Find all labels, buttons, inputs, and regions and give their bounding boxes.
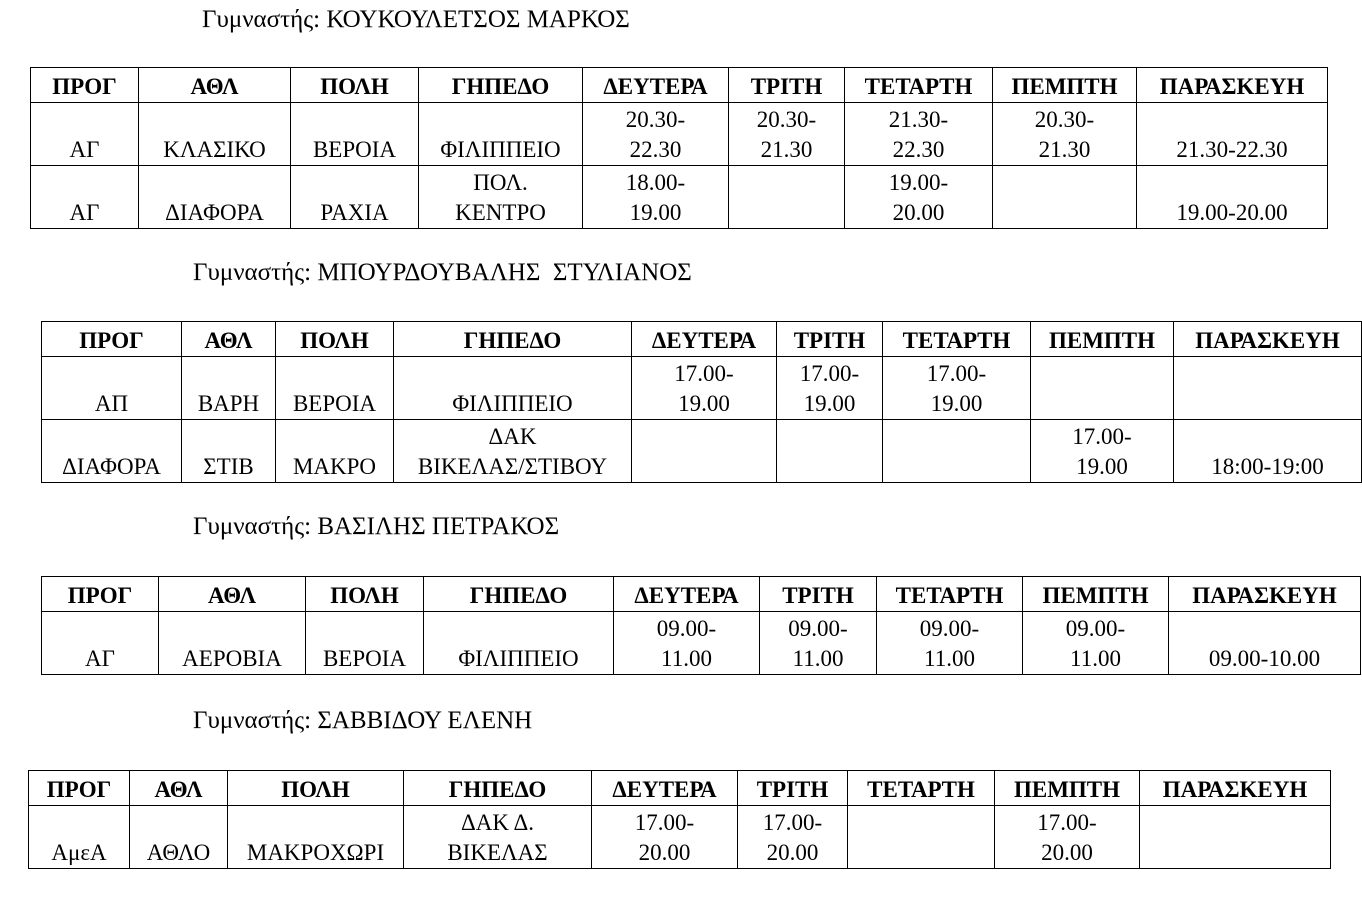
column-header-wednesday: ΤΕΤΑΡΤΗ	[845, 68, 993, 103]
cell-prog	[42, 420, 182, 483]
cell-text: ΚΛΑΣΙΚΟ	[163, 137, 266, 162]
cell-city	[276, 357, 394, 420]
cell-text: 20.30- 21.30	[756, 107, 817, 162]
column-header-friday: ΠΑΡΑΣΚΕΥΗ	[1140, 771, 1331, 806]
table-row	[42, 612, 1361, 675]
cell-venue	[394, 357, 632, 420]
cell-text: 17.00- 20.00	[762, 810, 823, 865]
schedule-table-3	[41, 576, 1361, 675]
cell-friday	[1174, 420, 1362, 483]
trainer-heading-4: Γυμναστής: ΣΑΒΒΙΔΟΥ ΕΛΕΝΗ	[193, 707, 533, 734]
cell-text: ΜΑΚΡΟΧΩΡΙ	[246, 840, 385, 865]
column-header-venue: ΓΗΠΕΔΟ	[424, 577, 614, 612]
cell-prog	[42, 357, 182, 420]
column-header-athl: ΑΘΛ	[159, 577, 306, 612]
cell-wednesday	[877, 612, 1023, 675]
cell-thursday	[1023, 612, 1169, 675]
cell-city	[291, 103, 419, 166]
column-header-prog: ΠΡΟΓ	[31, 68, 139, 103]
column-header-friday: ΠΑΡΑΣΚΕΥΗ	[1137, 68, 1328, 103]
cell-monday	[592, 806, 738, 869]
cell-text: 17.00- 19.00	[926, 361, 987, 416]
cell-city	[228, 806, 404, 869]
column-header-tuesday: ΤΡΙΤΗ	[777, 322, 883, 357]
cell-athl	[159, 612, 306, 675]
cell-text: ΑΠ	[94, 391, 129, 416]
column-header-monday: ΔΕΥΤΕΡΑ	[583, 68, 729, 103]
header-row	[42, 577, 1361, 612]
cell-text: ΔΑΚ ΒΙΚΕΛΑΣ/ΣΤΙΒΟΥ	[417, 424, 608, 479]
cell-text: 19.00- 20.00	[888, 170, 949, 225]
cell-text: ΜΑΚΡΟ	[292, 454, 377, 479]
cell-thursday	[995, 806, 1140, 869]
cell-text: 17.00- 20.00	[634, 810, 695, 865]
cell-monday	[583, 103, 729, 166]
cell-text: 17.00- 19.00	[674, 361, 734, 416]
cell-wednesday	[848, 806, 995, 869]
cell-athl	[130, 806, 228, 869]
cell-text: ΒΕΡΟΙΑ	[312, 137, 397, 162]
cell-text: ΑμεΑ	[51, 840, 107, 865]
cell-text: ΑΓ	[85, 646, 115, 671]
table-row	[42, 357, 1362, 420]
cell-text: 21.30-22.30	[1176, 137, 1288, 162]
table-row	[31, 103, 1328, 166]
cell-text: 17.00- 20.00	[1037, 810, 1097, 865]
cell-tuesday	[760, 612, 877, 675]
column-header-tuesday: ΤΡΙΤΗ	[729, 68, 845, 103]
table-row	[31, 166, 1328, 229]
cell-prog	[42, 612, 159, 675]
column-header-wednesday: ΤΕΤΑΡΤΗ	[848, 771, 995, 806]
column-header-prog: ΠΡΟΓ	[29, 771, 130, 806]
cell-venue	[404, 806, 592, 869]
cell-text: ΑΓ	[69, 200, 100, 225]
cell-monday	[614, 612, 760, 675]
column-header-thursday: ΠΕΜΠΤΗ	[1023, 577, 1169, 612]
column-header-venue: ΓΗΠΕΔΟ	[419, 68, 583, 103]
schedule-table-1	[30, 67, 1328, 229]
cell-text: 20.30- 22.30	[625, 107, 686, 162]
cell-tuesday	[729, 103, 845, 166]
cell-text: 09.00-10.00	[1208, 646, 1321, 671]
cell-athl	[139, 166, 291, 229]
cell-text: ΔΑΚ Δ. ΒΙΚΕΛΑΣ	[447, 810, 548, 865]
cell-monday	[632, 420, 777, 483]
cell-venue	[419, 166, 583, 229]
cell-text: 09.00- 11.00	[656, 616, 717, 671]
cell-athl	[139, 103, 291, 166]
cell-monday	[583, 166, 729, 229]
cell-thursday	[1031, 420, 1174, 483]
header-row	[29, 771, 1331, 806]
cell-text: ΑΘΛΟ	[146, 840, 211, 865]
cell-text: 21.30- 22.30	[888, 107, 949, 162]
cell-thursday	[1031, 357, 1174, 420]
column-header-monday: ΔΕΥΤΕΡΑ	[614, 577, 760, 612]
cell-text: ΣΤΙΒ	[203, 454, 254, 479]
column-header-monday: ΔΕΥΤΕΡΑ	[632, 322, 777, 357]
cell-tuesday	[729, 166, 845, 229]
cell-text: ΠΟΛ. ΚΕΝΤΡΟ	[455, 170, 546, 225]
cell-thursday	[993, 103, 1137, 166]
cell-monday	[632, 357, 777, 420]
cell-wednesday	[883, 420, 1031, 483]
cell-text: ΒΑΡΗ	[197, 391, 260, 416]
cell-text: 20.30- 21.30	[1034, 107, 1095, 162]
schedule-table-2	[41, 321, 1362, 483]
cell-tuesday	[777, 420, 883, 483]
cell-wednesday	[883, 357, 1031, 420]
cell-venue	[424, 612, 614, 675]
cell-text: 09.00- 11.00	[788, 616, 848, 671]
cell-text: 09.00- 11.00	[1065, 616, 1126, 671]
column-header-tuesday: ΤΡΙΤΗ	[760, 577, 877, 612]
cell-tuesday	[738, 806, 848, 869]
cell-wednesday	[845, 166, 993, 229]
cell-city	[291, 166, 419, 229]
cell-athl	[182, 420, 276, 483]
column-header-tuesday: ΤΡΙΤΗ	[738, 771, 848, 806]
cell-venue	[419, 103, 583, 166]
column-header-thursday: ΠΕΜΠΤΗ	[995, 771, 1140, 806]
cell-text: ΒΕΡΟΙΑ	[322, 646, 407, 671]
cell-prog	[31, 103, 139, 166]
column-header-athl: ΑΘΛ	[182, 322, 276, 357]
cell-text: ΡΑΧΙΑ	[320, 200, 389, 225]
column-header-prog: ΠΡΟΓ	[42, 577, 159, 612]
cell-thursday	[993, 166, 1137, 229]
cell-text: ΒΕΡΟΙΑ	[292, 391, 377, 416]
cell-friday	[1137, 166, 1328, 229]
cell-athl	[182, 357, 276, 420]
cell-text: ΦΙΛΙΠΠΕΙΟ	[458, 646, 579, 671]
cell-text: ΑΓ	[69, 137, 100, 162]
column-header-monday: ΔΕΥΤΕΡΑ	[592, 771, 738, 806]
cell-text: ΑΕΡΟΒΙΑ	[182, 646, 282, 671]
cell-prog	[31, 166, 139, 229]
cell-friday	[1137, 103, 1328, 166]
cell-text: ΔΙΑΦΟΡΑ	[62, 454, 161, 479]
cell-venue	[394, 420, 632, 483]
cell-text: ΔΙΑΦΟΡΑ	[165, 200, 264, 225]
column-header-wednesday: ΤΕΤΑΡΤΗ	[877, 577, 1023, 612]
cell-city	[306, 612, 424, 675]
column-header-athl: ΑΘΛ	[139, 68, 291, 103]
cell-prog	[29, 806, 130, 869]
column-header-thursday: ΠΕΜΠΤΗ	[1031, 322, 1174, 357]
cell-friday	[1140, 806, 1331, 869]
column-header-friday: ΠΑΡΑΣΚΕΥΗ	[1169, 577, 1361, 612]
cell-tuesday	[777, 357, 883, 420]
cell-text: 17.00- 19.00	[799, 361, 860, 416]
cell-text: 18.00- 19.00	[625, 170, 686, 225]
trainer-heading-1: Γυμναστής: ΚΟΥΚΟΥΛΕΤΣΟΣ ΜΑΡΚΟΣ	[202, 6, 630, 33]
cell-text: 17.00- 19.00	[1072, 424, 1132, 479]
column-header-city: ΠΟΛΗ	[291, 68, 419, 103]
schedule-table-4	[28, 770, 1331, 869]
trainer-heading-3: Γυμναστής: ΒΑΣΙΛΗΣ ΠΕΤΡΑΚΟΣ	[193, 513, 560, 540]
trainer-heading-2: Γυμναστής: ΜΠΟΥΡΔΟΥΒΑΛΗΣ ΣΤΥΛΙΑΝΟΣ	[193, 259, 692, 286]
cell-text: 19.00-20.00	[1176, 200, 1288, 225]
cell-text: ΦΙΛΙΠΠΕΙΟ	[452, 391, 573, 416]
column-header-athl: ΑΘΛ	[130, 771, 228, 806]
cell-wednesday	[845, 103, 993, 166]
table-row	[42, 420, 1362, 483]
header-row	[42, 322, 1362, 357]
cell-text: 18:00-19:00	[1211, 454, 1324, 479]
column-header-wednesday: ΤΕΤΑΡΤΗ	[883, 322, 1031, 357]
cell-city	[276, 420, 394, 483]
column-header-venue: ΓΗΠΕΔΟ	[394, 322, 632, 357]
column-header-city: ΠΟΛΗ	[306, 577, 424, 612]
cell-text: 09.00- 11.00	[919, 616, 980, 671]
cell-friday	[1174, 357, 1362, 420]
table-row	[29, 806, 1331, 869]
cell-friday	[1169, 612, 1361, 675]
column-header-thursday: ΠΕΜΠΤΗ	[993, 68, 1137, 103]
column-header-venue: ΓΗΠΕΔΟ	[404, 771, 592, 806]
column-header-city: ΠΟΛΗ	[228, 771, 404, 806]
cell-text: ΦΙΛΙΠΠΕΙΟ	[440, 137, 561, 162]
header-row	[31, 68, 1328, 103]
column-header-friday: ΠΑΡΑΣΚΕΥΗ	[1174, 322, 1362, 357]
column-header-city: ΠΟΛΗ	[276, 322, 394, 357]
column-header-prog: ΠΡΟΓ	[42, 322, 182, 357]
